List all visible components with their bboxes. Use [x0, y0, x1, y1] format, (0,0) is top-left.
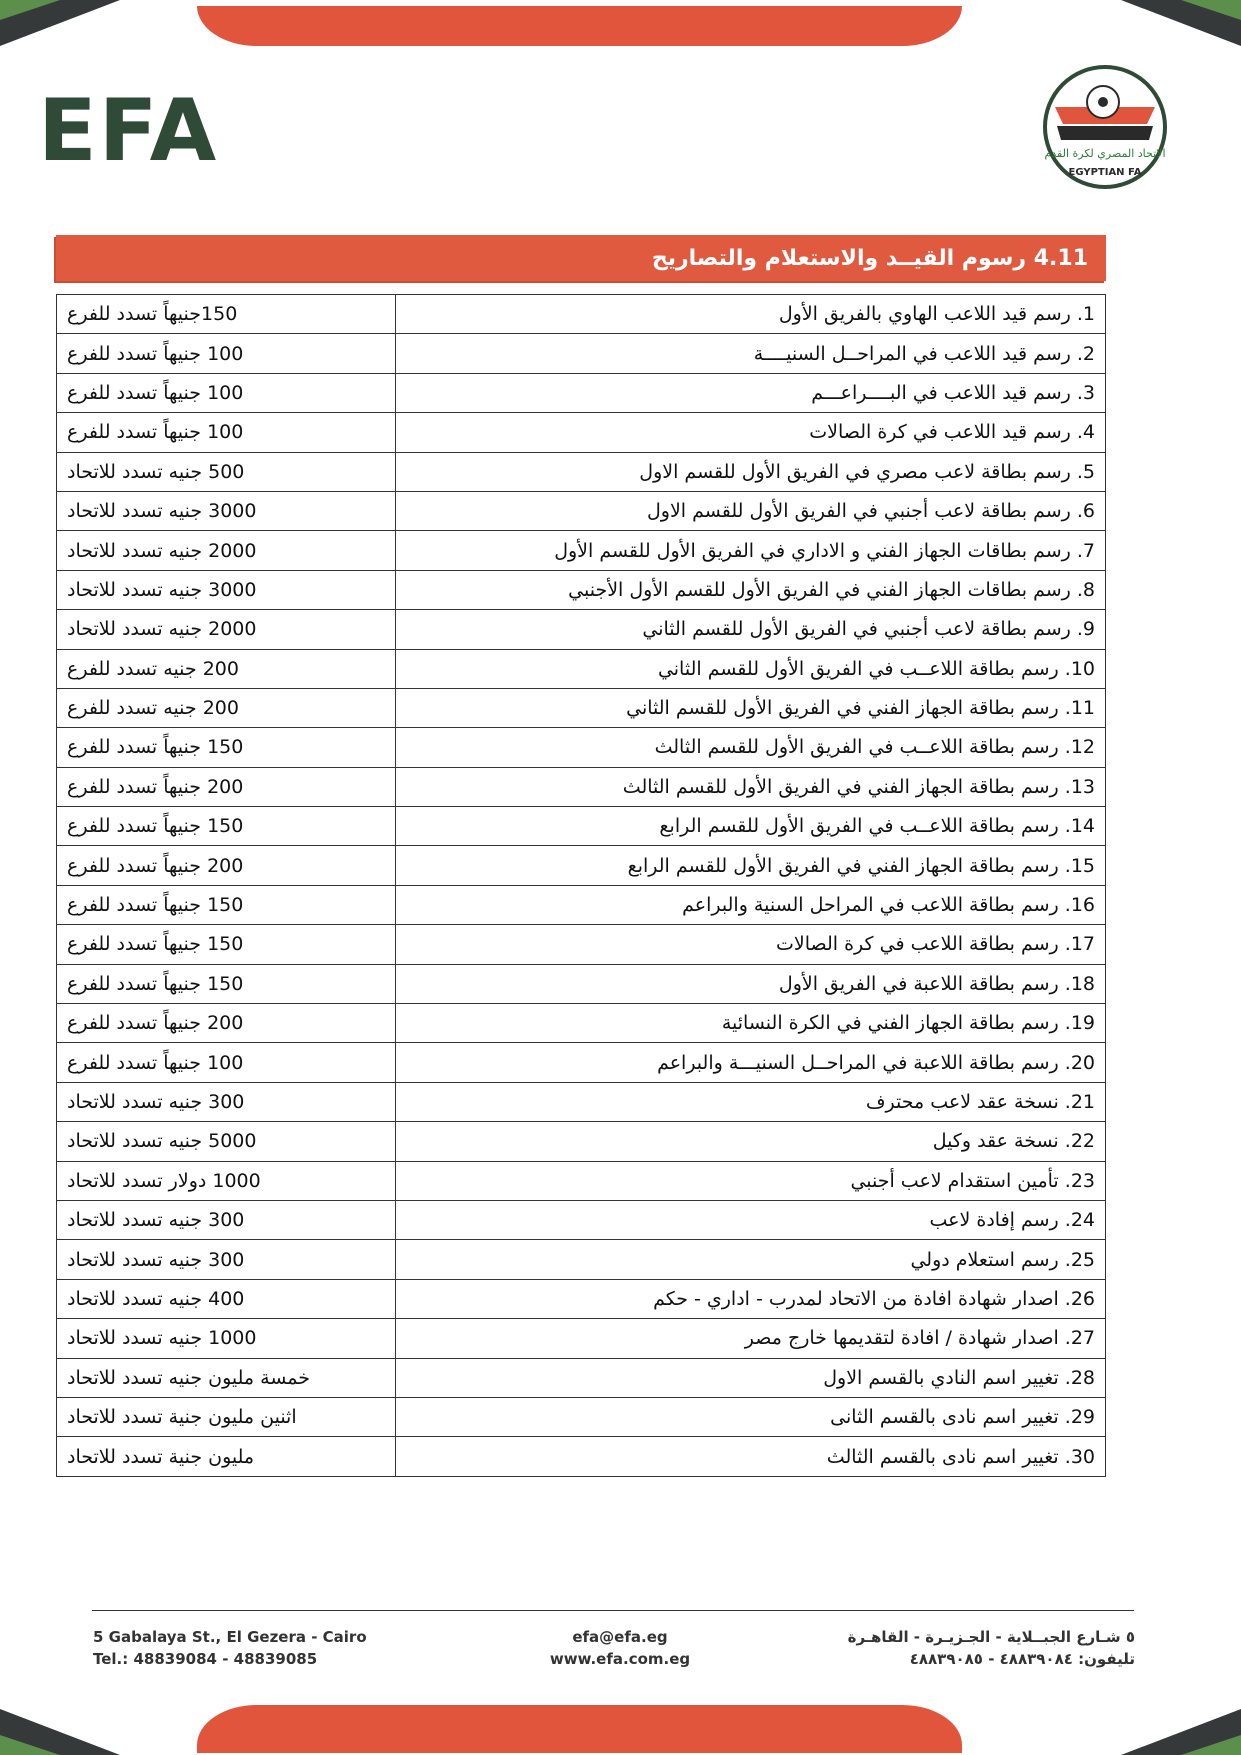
- fee-description-cell: 5. رسم بطاقة لاعب مصري في الفريق الأول للقسم الاول: [396, 452, 1106, 491]
- table-row: [57, 767, 1106, 806]
- table-row: [57, 1082, 1106, 1121]
- fee-amount-cell: 300 جنيه تسدد للاتحاد: [57, 1200, 396, 1239]
- table-row: [57, 1397, 1106, 1436]
- footer-divider: [92, 1610, 1134, 1611]
- fee-description-cell: 10. رسم بطاقة اللاعــب في الفريق الأول للقسم الثاني: [396, 649, 1106, 688]
- fee-amount-cell: 100 جنيهاً تسدد للفرع: [57, 1043, 396, 1082]
- table-row: [57, 610, 1106, 649]
- footer-email[interactable]: efa@efa.eg: [572, 1628, 668, 1646]
- fee-amount-cell: 5000 جنيه تسدد للاتحاد: [57, 1122, 396, 1161]
- fee-description-cell: 14. رسم بطاقة اللاعــب في الفريق الأول للقسم الرابع: [396, 807, 1106, 846]
- table-row: [57, 885, 1106, 924]
- fee-description-cell: 29. تغيير اسم نادى بالقسم الثانى: [396, 1397, 1106, 1436]
- fee-amount-cell: 150 جنيهاً تسدد للفرع: [57, 925, 396, 964]
- fee-amount-cell: 200 جنيهاً تسدد للفرع: [57, 767, 396, 806]
- fee-amount-cell: 150 جنيهاً تسدد للفرع: [57, 728, 396, 767]
- fee-amount-cell: 100 جنيهاً تسدد للفرع: [57, 413, 396, 452]
- fee-description-cell: 23. تأمين استقدام لاعب أجنبي: [396, 1161, 1106, 1200]
- footer-web-contact: [520, 1626, 720, 1670]
- table-row: [57, 413, 1106, 452]
- fee-amount-cell: 2000 جنيه تسدد للاتحاد: [57, 610, 396, 649]
- fee-description-cell: 15. رسم بطاقة الجهاز الفني في الفريق الأول للقسم الرابع: [396, 846, 1106, 885]
- fees-table: [56, 294, 1106, 1477]
- fee-amount-cell: 150 جنيهاً تسدد للفرع: [57, 807, 396, 846]
- fee-amount-cell: مليون جنية تسدد للاتحاد: [57, 1437, 396, 1476]
- footer-tel-en: Tel.: 48839084 - 48839085: [93, 1650, 318, 1668]
- fee-description-cell: 21. نسخة عقد لاعب محترف: [396, 1082, 1106, 1121]
- fee-description-cell: 13. رسم بطاقة الجهاز الفني في الفريق الأول للقسم الثالث: [396, 767, 1106, 806]
- fee-amount-cell: 150جنيهاً تسدد للفرع: [57, 295, 396, 334]
- section-title: 4.11 رسوم القيــد والاستعلام والتصاريح: [651, 245, 1088, 271]
- fee-description-cell: 1. رسم قيد اللاعب الهاوي بالفريق الأول: [396, 295, 1106, 334]
- table-row: [57, 1319, 1106, 1358]
- fee-description-cell: 20. رسم بطاقة اللاعبة في المراحــل السنيـــة والبراعم: [396, 1043, 1106, 1082]
- fee-amount-cell: 200 جنيه تسدد للفرع: [57, 688, 396, 727]
- table-row: [57, 1043, 1106, 1082]
- fee-description-cell: 24. رسم إفادة لاعب: [396, 1200, 1106, 1239]
- fee-description-cell: 9. رسم بطاقة لاعب أجنبي في الفريق الأول للقسم الثاني: [396, 610, 1106, 649]
- footer-contact-english: [93, 1626, 367, 1670]
- footer-website[interactable]: www.efa.com.eg: [549, 1650, 691, 1668]
- footer-tel-ar: تليفون: ٤٨٨٣٩٠٨٤ - ٤٨٨٣٩٠٨٥: [909, 1650, 1135, 1668]
- table-row: [57, 334, 1106, 373]
- table-row: [57, 295, 1106, 334]
- table-row: [57, 925, 1106, 964]
- fee-description-cell: 27. اصدار شهادة / افادة لتقديمها خارج مصر: [396, 1319, 1106, 1358]
- fee-description-cell: 18. رسم بطاقة اللاعبة في الفريق الأول: [396, 964, 1106, 1003]
- fee-amount-cell: 150 جنيهاً تسدد للفرع: [57, 885, 396, 924]
- fee-description-cell: 7. رسم بطاقات الجهاز الفني و الاداري في الفريق الأول للقسم الأول: [396, 531, 1106, 570]
- corner-decoration: [0, 0, 60, 20]
- table-row: [57, 807, 1106, 846]
- bottom-red-banner: [197, 1705, 962, 1753]
- fee-amount-cell: 100 جنيهاً تسدد للفرع: [57, 373, 396, 412]
- corner-decoration: [1181, 1735, 1241, 1755]
- fee-description-cell: 22. نسخة عقد وكيل: [396, 1122, 1106, 1161]
- fee-amount-cell: 300 جنيه تسدد للاتحاد: [57, 1240, 396, 1279]
- top-red-banner: [197, 6, 962, 46]
- crest-label: EGYPTIAN FA: [1068, 167, 1142, 178]
- fee-description-cell: 2. رسم قيد اللاعب في المراحــل السنيــــة: [396, 334, 1106, 373]
- footer-address-ar: ٥ شـارع الجبــلاية - الجـزيـرة - القاهـرة: [847, 1628, 1135, 1646]
- fee-amount-cell: اثنين مليون جنية تسدد للاتحاد: [57, 1397, 396, 1436]
- fee-amount-cell: 200 جنيهاً تسدد للفرع: [57, 846, 396, 885]
- table-row: [57, 964, 1106, 1003]
- fee-description-cell: 17. رسم بطاقة اللاعب في كرة الصالات: [396, 925, 1106, 964]
- fee-amount-cell: 300 جنيه تسدد للاتحاد: [57, 1082, 396, 1121]
- fee-description-cell: 28. تغيير اسم النادي بالقسم الاول: [396, 1358, 1106, 1397]
- section-header-bar: [56, 235, 1106, 281]
- fee-description-cell: 11. رسم بطاقة الجهاز الفني في الفريق الأول للقسم الثاني: [396, 688, 1106, 727]
- table-row: [57, 1122, 1106, 1161]
- table-row: [57, 570, 1106, 609]
- fee-amount-cell: 1000 جنيه تسدد للاتحاد: [57, 1319, 396, 1358]
- fee-amount-cell: 3000 جنيه تسدد للاتحاد: [57, 491, 396, 530]
- crest-arabic-text: الاتحاد المصري لكرة القدم: [1044, 147, 1166, 160]
- fees-table-body: [57, 295, 1106, 1477]
- table-row: [57, 1161, 1106, 1200]
- table-row: [57, 1200, 1106, 1239]
- fee-description-cell: 30. تغيير اسم نادى بالقسم الثالث: [396, 1437, 1106, 1476]
- table-row: [57, 1004, 1106, 1043]
- fee-amount-cell: 100 جنيهاً تسدد للفرع: [57, 334, 396, 373]
- footer-address-en: 5 Gabalaya St., El Gezera - Cairo: [93, 1628, 367, 1646]
- fee-amount-cell: خمسة مليون جنيه تسدد للاتحاد: [57, 1358, 396, 1397]
- fee-amount-cell: 500 جنيه تسدد للاتحاد: [57, 452, 396, 491]
- fee-description-cell: 19. رسم بطاقة الجهاز الفني في الكرة النسائية: [396, 1004, 1106, 1043]
- fee-amount-cell: 150 جنيهاً تسدد للفرع: [57, 964, 396, 1003]
- fee-amount-cell: 200 جنيهاً تسدد للفرع: [57, 1004, 396, 1043]
- table-row: [57, 688, 1106, 727]
- fee-amount-cell: 2000 جنيه تسدد للاتحاد: [57, 531, 396, 570]
- fee-description-cell: 25. رسم استعلام دولي: [396, 1240, 1106, 1279]
- fee-amount-cell: 1000 دولار تسدد للاتحاد: [57, 1161, 396, 1200]
- table-row: [57, 1279, 1106, 1318]
- corner-decoration: [1181, 0, 1241, 20]
- fee-description-cell: 8. رسم بطاقات الجهاز الفني في الفريق الأول للقسم الأول الأجنبي: [396, 570, 1106, 609]
- table-row: [57, 373, 1106, 412]
- fee-description-cell: 4. رسم قيد اللاعب في كرة الصالات: [396, 413, 1106, 452]
- efa-logo: EFA: [38, 81, 219, 181]
- table-row: [57, 1437, 1106, 1476]
- table-row: [57, 1358, 1106, 1397]
- corner-decoration: [0, 1735, 60, 1755]
- table-row: [57, 728, 1106, 767]
- fee-description-cell: 26. اصدار شهادة افادة من الاتحاد لمدرب - اداري - حكم: [396, 1279, 1106, 1318]
- table-row: [57, 531, 1106, 570]
- fee-amount-cell: 400 جنيه تسدد للاتحاد: [57, 1279, 396, 1318]
- egyptian-fa-crest-logo: [1035, 62, 1175, 192]
- fee-description-cell: 6. رسم بطاقة لاعب أجنبي في الفريق الأول للقسم الاول: [396, 491, 1106, 530]
- fee-description-cell: 16. رسم بطاقة اللاعب في المراحل السنية والبراعم: [396, 885, 1106, 924]
- fee-amount-cell: 3000 جنيه تسدد للاتحاد: [57, 570, 396, 609]
- fee-description-cell: 12. رسم بطاقة اللاعــب في الفريق الأول للقسم الثالث: [396, 728, 1106, 767]
- table-row: [57, 491, 1106, 530]
- table-row: [57, 846, 1106, 885]
- fee-description-cell: 3. رسم قيد اللاعب في البــــراعـــم: [396, 373, 1106, 412]
- table-row: [57, 649, 1106, 688]
- table-row: [57, 1240, 1106, 1279]
- table-row: [57, 452, 1106, 491]
- footer-contact-arabic: [848, 1626, 1135, 1670]
- fee-amount-cell: 200 جنيه تسدد للفرع: [57, 649, 396, 688]
